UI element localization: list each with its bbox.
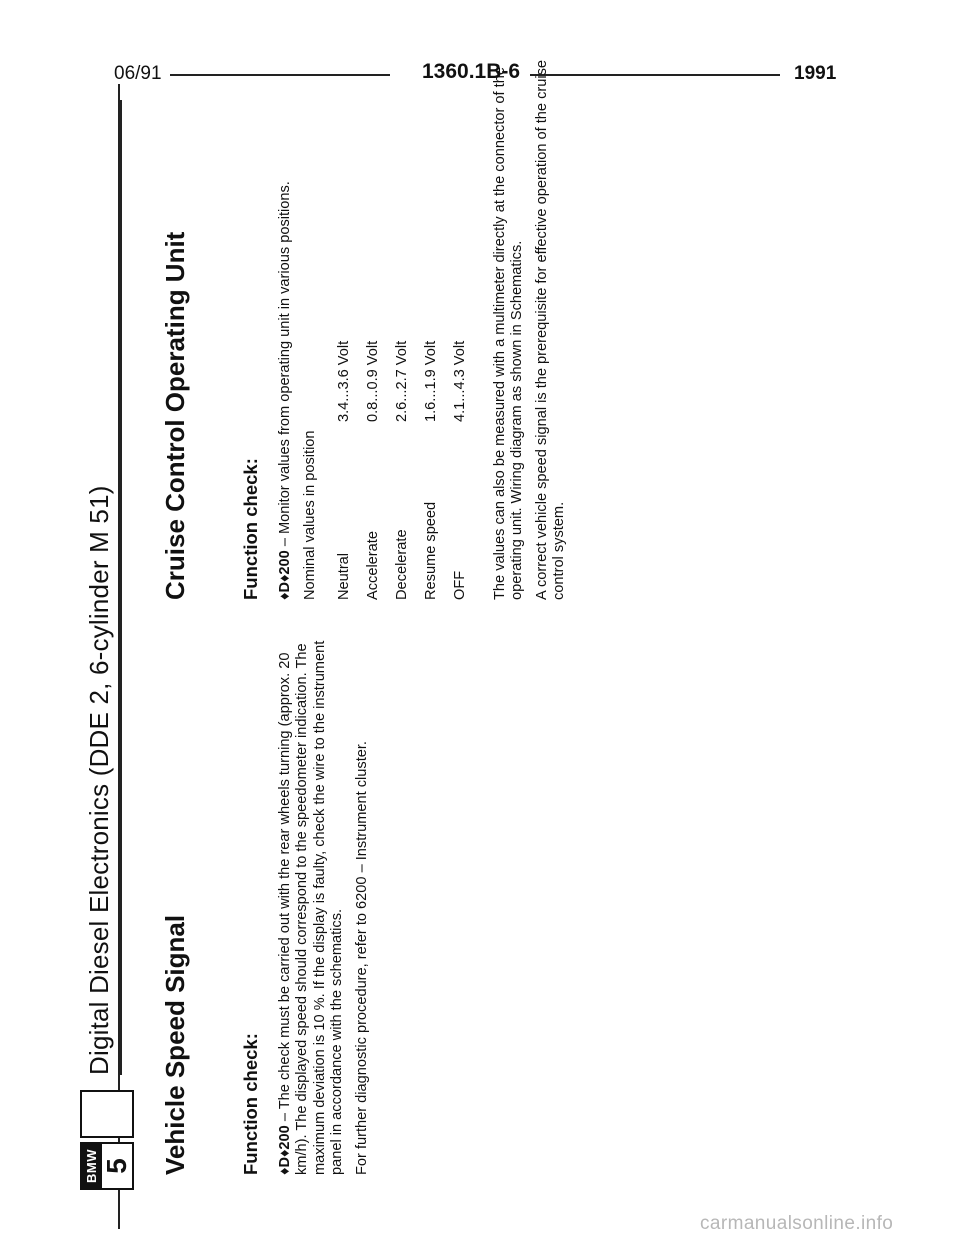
vehicle-speed-heading: Vehicle Speed Signal bbox=[160, 914, 190, 1175]
table-row bbox=[394, 341, 423, 600]
vehicle-speed-instruction-text: – The check must be carried out with the rear wheels turning (approx. 20 km/h). The displayed speed should correspond to the speedometer indication. The maximum deviation is 10 %. If the display is faulty, check the wire to the instrument panel in accordance with the schematics. bbox=[277, 640, 345, 1175]
header-page-number: 1360.1B-6 bbox=[418, 60, 524, 84]
badge-series: 5 bbox=[101, 1158, 132, 1174]
watermark: carmanualsonline.info bbox=[700, 1213, 894, 1234]
cruise-control-column bbox=[160, 60, 576, 600]
position-voltage: 1.6...1.9 Volt bbox=[423, 340, 440, 422]
position-voltage: 3.4...3.6 Volt bbox=[335, 340, 352, 422]
diagnosis-code: ♦D♦200 bbox=[277, 1125, 294, 1175]
position-name: OFF bbox=[452, 570, 469, 600]
cruise-control-heading: Cruise Control Operating Unit bbox=[160, 231, 190, 600]
multimeter-note: The values can also be measured with a multimeter directly at the connector of the operating unit. Wiring diagram as shown in Schematics. bbox=[491, 67, 525, 600]
position-voltage: 0.8...0.9 Volt bbox=[364, 340, 381, 422]
cruise-control-instruction-text: – Monitor values from operating unit in various positions. bbox=[277, 181, 294, 551]
cruise-control-function-check-label: Function check: bbox=[240, 458, 261, 600]
nominal-values-label: Nominal values in position bbox=[302, 430, 319, 600]
position-name: Accelerate bbox=[364, 531, 381, 600]
vehicle-speed-function-check-label: Function check: bbox=[240, 1033, 261, 1175]
position-voltage: 4.1...4.3 Volt bbox=[452, 340, 469, 422]
position-name: Decelerate bbox=[394, 529, 411, 600]
position-name: Resume speed bbox=[423, 501, 440, 600]
section-title-rule bbox=[120, 100, 122, 1075]
header-date: 06/91 bbox=[110, 63, 166, 85]
header-year: 1991 bbox=[790, 63, 840, 85]
section-title: Digital Diesel Electronics (DDE 2, 6-cylinder M 51) bbox=[84, 485, 114, 1075]
diagnosis-code: ♦D♦200 bbox=[277, 550, 294, 600]
vehicle-speed-further-reference: For further diagnostic procedure, refer to 6200 – Instrument cluster. bbox=[354, 741, 371, 1175]
vehicle-speed-signal-column bbox=[160, 635, 379, 1175]
table-row bbox=[336, 341, 365, 600]
position-voltage: 2.6...2.7 Volt bbox=[394, 340, 411, 422]
rotated-page-content bbox=[80, 40, 910, 1190]
position-name: Neutral bbox=[335, 552, 352, 600]
table-row bbox=[365, 341, 394, 600]
table-row bbox=[423, 341, 452, 600]
bmw-series-badge bbox=[80, 1142, 134, 1190]
vehicle-speed-instruction bbox=[277, 635, 346, 1175]
badge-empty-box bbox=[80, 1090, 134, 1138]
nominal-values-table bbox=[336, 341, 482, 600]
cruise-control-instruction bbox=[277, 60, 294, 600]
prerequisite-note: A correct vehicle speed signal is the prerequisite for effective operation of the cruise control system. bbox=[534, 60, 568, 600]
table-row bbox=[452, 341, 481, 600]
badge-brand: BMW bbox=[82, 1144, 102, 1188]
